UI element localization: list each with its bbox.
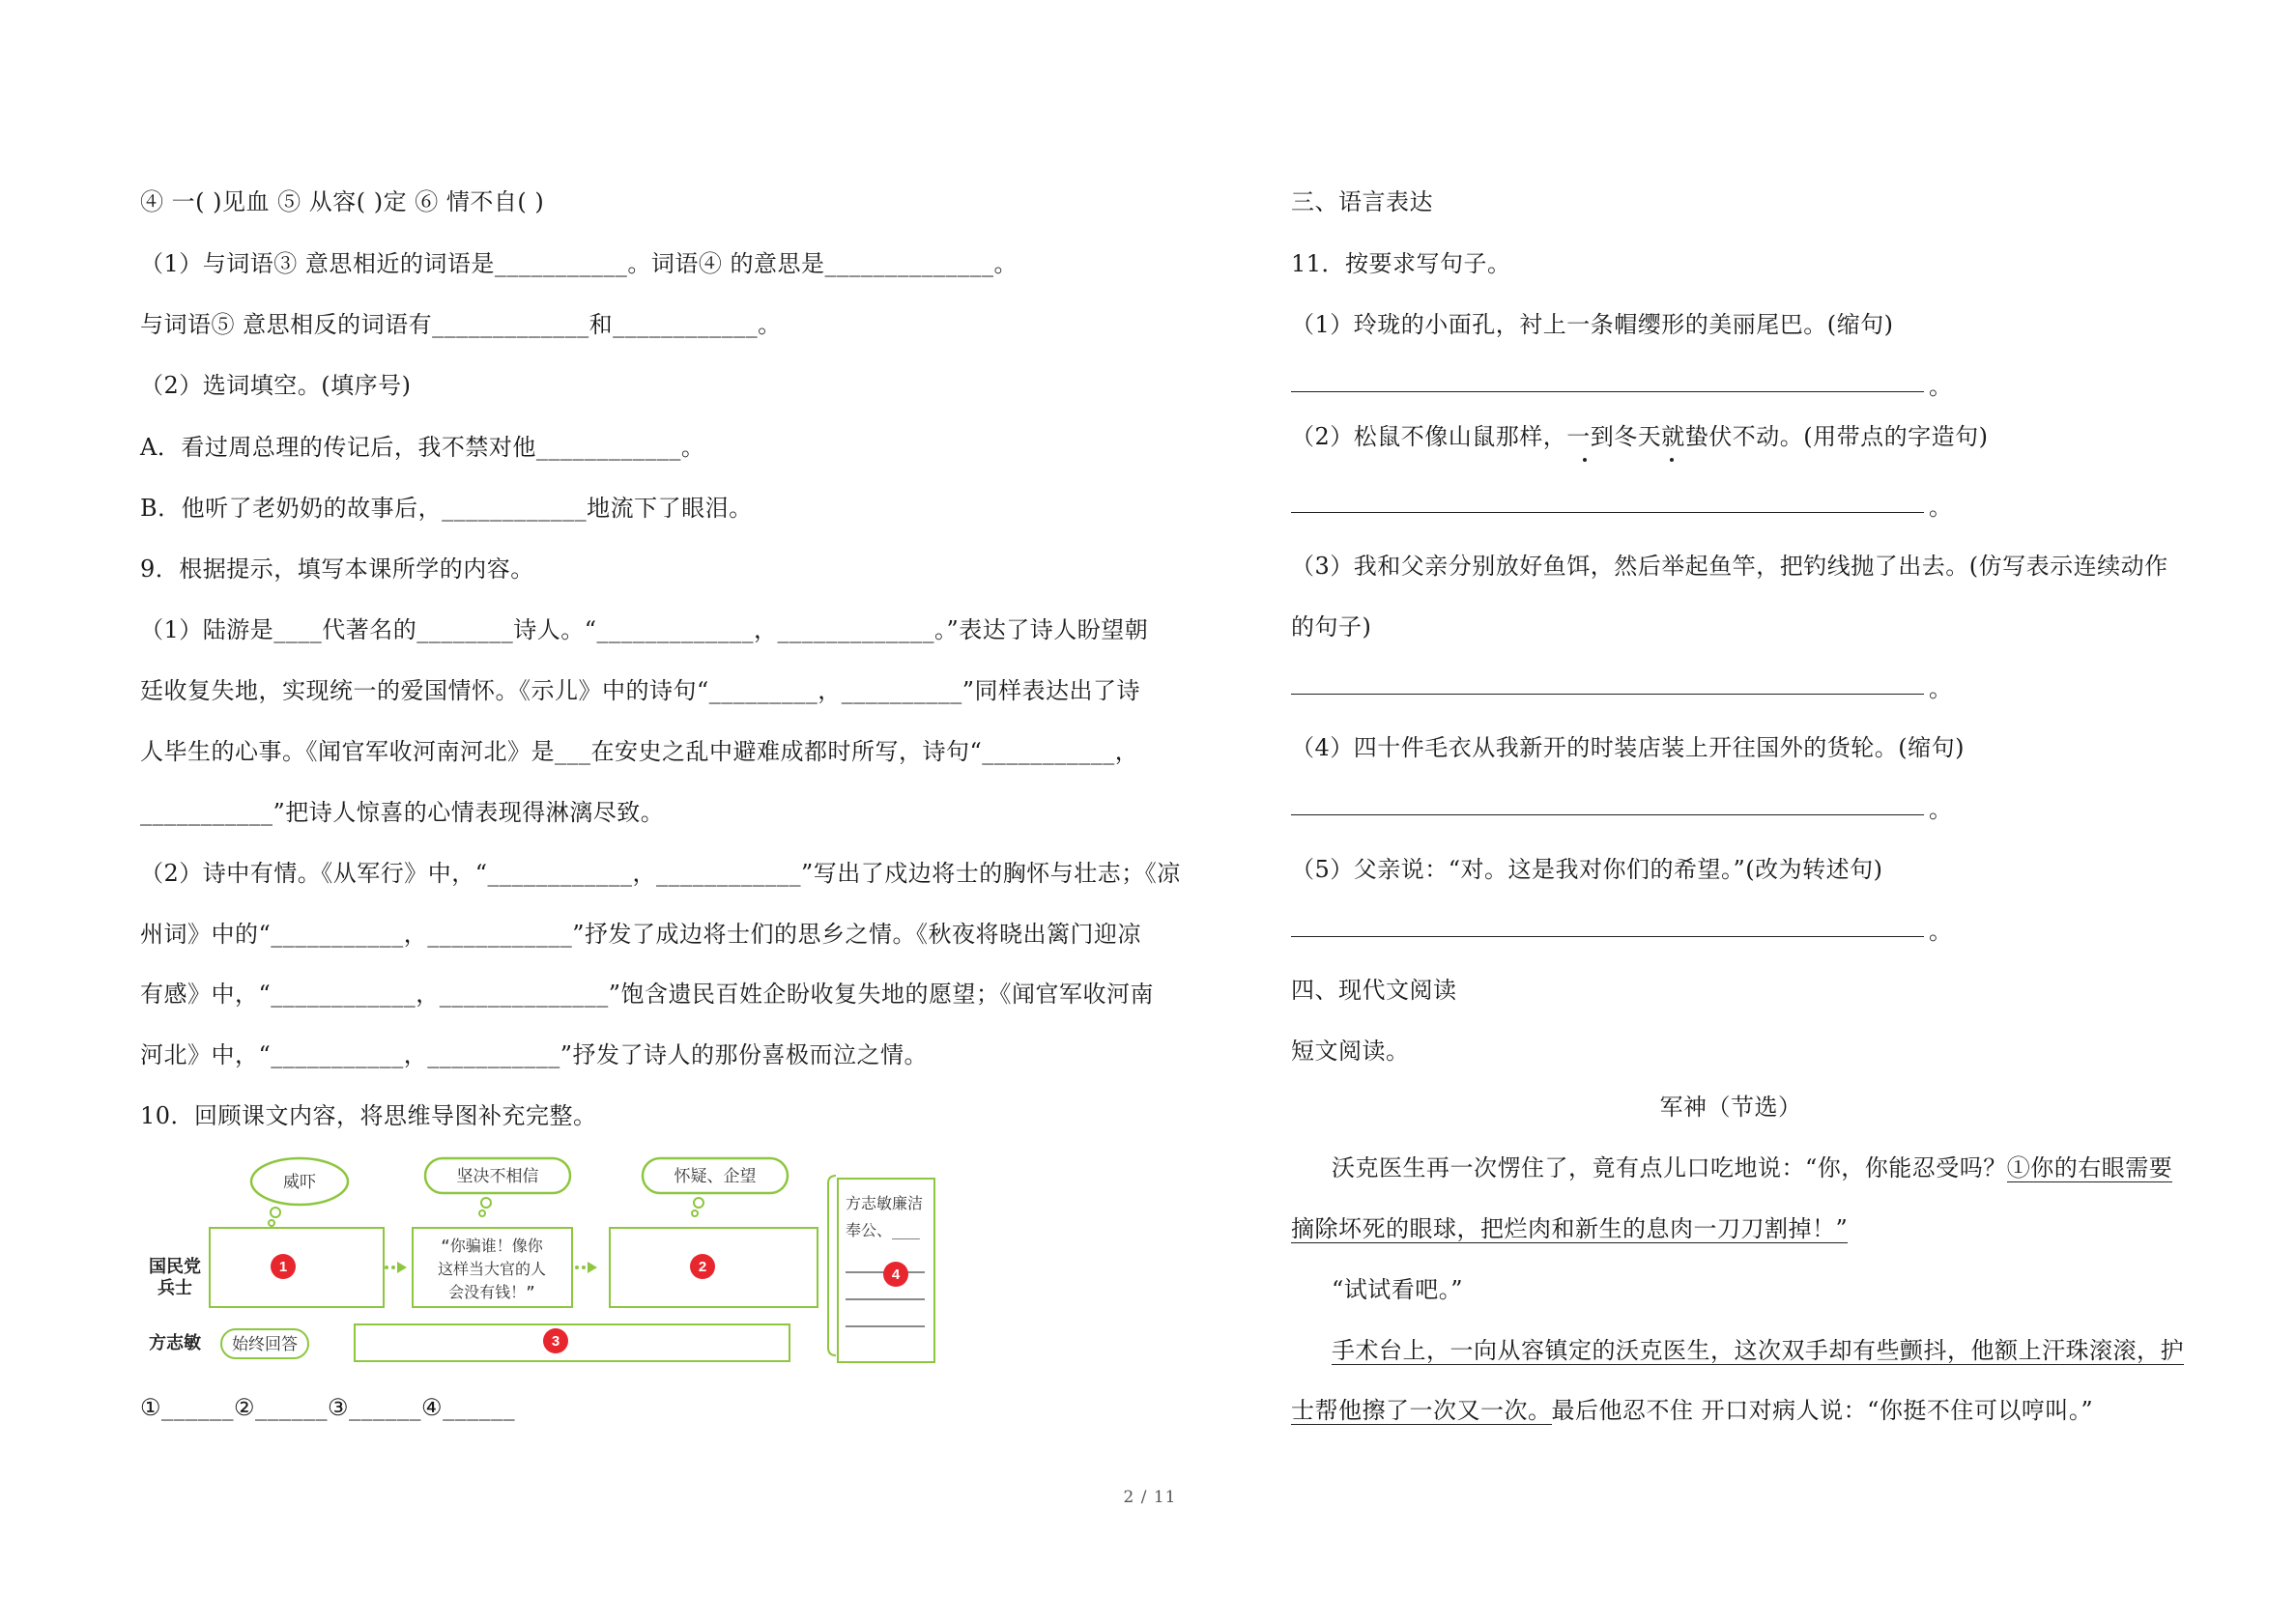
node-3-box — [355, 1324, 789, 1361]
question-11-3-line1: （3）我和父亲分别放好鱼饵，然后举起鱼竿，把钓线抛了出去。(仿写表示连续动作 — [1291, 553, 2168, 580]
mind-map — [140, 1145, 942, 1386]
passage-para-2: “试试看吧。” — [1332, 1276, 1464, 1303]
answer-line-2[interactable] — [1291, 512, 1924, 513]
marker-4 — [883, 1262, 908, 1287]
question-9: 9．根据提示，填写本课所学的内容。 — [140, 555, 534, 583]
underlined-sentence-1: ①你的右眼需要 — [2006, 1154, 2173, 1181]
bubble-shizhong-text: 始终回答 — [232, 1335, 298, 1354]
passage-para-1-line2: 摘除坏死的眼球，把烂肉和新生的息肉一刀刀割掉！” — [1291, 1215, 1849, 1242]
question-9-2-line2: 州词》中的“___________，____________”抒发了成边将士们的思乡之情。《秋夜将晓出篱门迎凉 — [140, 921, 1142, 948]
bubble-huaiyi — [643, 1158, 788, 1216]
idiom-row: ④ 一( )见血 ⑤ 从容( )定 ⑥ 情不自( ) — [140, 188, 545, 215]
row-label-fangzhimin: 方志敏 — [149, 1333, 201, 1352]
question-9-1-line4: ___________”把诗人惊喜的心情表现得淋漓尽致。 — [140, 799, 665, 826]
bubble-huaiyi-text: 怀疑、企望 — [674, 1167, 757, 1186]
bracket — [828, 1183, 836, 1355]
passage-title: 军神（节选） — [1659, 1094, 1802, 1121]
side-text-1: 方志敏廉洁 — [846, 1194, 924, 1212]
node-1-box — [210, 1228, 384, 1307]
question-9-2-line4: 河北》中，“___________，___________”抒发了诗人的那份喜极而泣之情。 — [140, 1041, 929, 1068]
quote-line-2: 这样当大官的人 — [437, 1260, 547, 1278]
bubble-jianjue-text: 坚决不相信 — [456, 1167, 539, 1186]
emphasis-dot — [1670, 458, 1674, 462]
svg-text:国民党: 国民党 — [149, 1257, 201, 1276]
question-10: 10．回顾课文内容，将思维导图补充完整。 — [140, 1102, 597, 1129]
emphasis-dot — [1583, 458, 1587, 462]
answer-line-5[interactable] — [1291, 936, 1924, 937]
svg-text:2: 2 — [698, 1259, 707, 1275]
svg-text:兵士: 兵士 — [158, 1278, 192, 1297]
question-8-2: （2）选词填空。(填序号) — [140, 372, 412, 399]
mindmap-answer-blanks: ①______②______③______④______ — [140, 1394, 516, 1421]
marker-3 — [543, 1328, 568, 1353]
arrow-2 — [575, 1262, 597, 1273]
question-8-1-cont: 与词语⑤ 意思相反的词语有_____________和____________。 — [140, 311, 782, 338]
question-11-2: （2）松鼠不像山鼠那样，一到冬天就蛰伏不动。(用带点的字造句) — [1291, 423, 1989, 450]
section-3-heading: 三、语言表达 — [1291, 188, 1433, 215]
question-11: 11．按要求写句子。 — [1291, 250, 1511, 277]
question-11-4: （4）四十件毛衣从我新开的时装店装上开往国外的货轮。(缩句) — [1291, 734, 1965, 761]
section-4-heading: 四、现代文阅读 — [1291, 977, 1457, 1004]
question-9-2-line3: 有感》中，“____________，______________”饱含遗民百姓企盼收复失地的愿望；《闻官军收河南 — [140, 981, 1155, 1008]
question-8-1: （1）与词语③ 意思相近的词语是___________。词语④ 的意思是______________。 — [140, 250, 1019, 277]
question-11-1: （1）玲珑的小面孔，衬上一条帽缨形的美丽尾巴。(缩句) — [1291, 311, 1894, 338]
question-9-1-line3: 人毕生的心事。《闻官军收河南河北》是___在安史之乱中避难成都时所写，诗句“___________， — [140, 738, 1139, 765]
question-9-1-line2: 廷收复失地，实现统一的爱国情怀。《示儿》中的诗句“_________，__________”同样表达出了诗 — [140, 677, 1141, 704]
reading-intro: 短文阅读。 — [1291, 1038, 1410, 1065]
passage-para-3-line1 — [1332, 1335, 2184, 1366]
question-11-3-line2: 的句子) — [1291, 613, 1372, 640]
answer-line-1[interactable] — [1291, 391, 1924, 392]
side-text-2: 奉公、___ — [846, 1221, 920, 1239]
question-11-5: （5）父亲说：“对。这是我对你们的希望。”(改为转述句) — [1291, 856, 1883, 883]
svg-text:1: 1 — [278, 1259, 288, 1275]
bubble-weixia-text: 威吓 — [283, 1173, 316, 1192]
underlined-sentence-2: 手术台上，一向从容镇定的沃克医生，这次双手却有些颤抖，他额上汗珠滚滚，护 — [1332, 1337, 2184, 1364]
row-label-soldier — [149, 1256, 201, 1297]
bubble-weixia — [251, 1158, 348, 1226]
question-9-2-line1: （2）诗中有情。《从军行》中，“____________，____________”写出了戍边将士的胸怀与壮志；《凉 — [140, 860, 1181, 887]
page-number: 2 / 11 — [1123, 1488, 1177, 1507]
marker-1 — [271, 1254, 296, 1279]
svg-text:3: 3 — [551, 1333, 560, 1350]
quote-line-1: “你骗谁！像你 — [441, 1237, 543, 1255]
arrow-1 — [385, 1262, 407, 1273]
bubble-jianjue — [425, 1158, 570, 1216]
marker-2 — [690, 1254, 715, 1279]
answer-line-3[interactable] — [1291, 694, 1924, 695]
question-8-2-b: B．他听了老奶奶的故事后，____________地流下了眼泪。 — [140, 495, 753, 522]
passage-para-1-line1: 沃克医生再一次愣住了，竟有点儿口吃地说：“你，你能忍受吗？①你的右眼需要 — [1332, 1154, 2173, 1181]
passage-para-3-line2: 士帮他擦了一次又一次。最后他忍不住 开口对病人说：“你挺不住可以哼叫。” — [1291, 1397, 2094, 1424]
svg-text:4: 4 — [891, 1266, 901, 1283]
quote-line-3: 会没有钱！” — [448, 1283, 535, 1301]
question-9-1-line1: （1）陆游是____代著名的________诗人。“_____________，_____________。”表达了诗人盼望朝 — [140, 616, 1149, 643]
question-8-2-a: A．看过周总理的传记后，我不禁对他____________。 — [140, 434, 705, 461]
answer-line-4[interactable] — [1291, 814, 1924, 815]
